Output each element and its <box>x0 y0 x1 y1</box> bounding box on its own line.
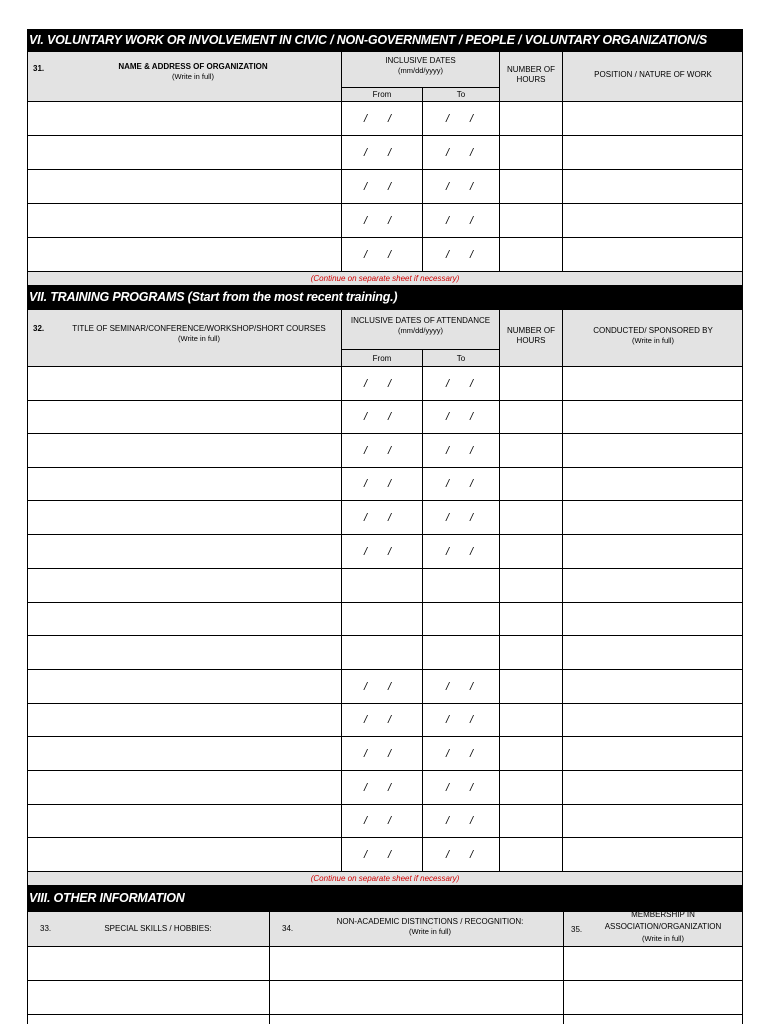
sec6-header-dates: INCLUSIVE DATES (mm/dd/yyyy) <box>341 51 499 87</box>
sec6-row-to-date-cell[interactable] <box>422 169 499 203</box>
sec6-row-to-date-cell[interactable] <box>422 135 499 169</box>
sec7-row-to-date-cell[interactable] <box>422 736 499 770</box>
date-separator: / <box>364 146 368 159</box>
sec7-row-to-date-cell[interactable] <box>422 366 499 400</box>
sec7-row-to-date-cell[interactable] <box>422 568 499 602</box>
sec7-row-hours-cell[interactable] <box>499 366 562 400</box>
date-separator: / <box>446 112 450 125</box>
sec7-row-last-cell[interactable] <box>562 837 743 871</box>
sec7-row-last-cell[interactable] <box>562 669 743 703</box>
sec7-row-name-cell[interactable] <box>27 736 341 770</box>
sec7-row-hours-cell[interactable] <box>499 736 562 770</box>
sec8-distinction-cell[interactable] <box>269 946 563 980</box>
date-separator: / <box>364 478 368 490</box>
sec7-row-hours-cell[interactable] <box>499 669 562 703</box>
sec6-row-last-cell[interactable] <box>562 237 743 271</box>
sec7-row-from-date-cell[interactable] <box>341 736 422 770</box>
date-separator: / <box>364 248 368 261</box>
sec7-row-hours-cell[interactable] <box>499 602 562 635</box>
date-separator: / <box>446 478 450 490</box>
section-6-title: VI. VOLUNTARY WORK OR INVOLVEMENT IN CIVIC / NON-GOVERNMENT / PEOPLE / VOLUNTARY ORGANIZATION/S <box>27 29 743 51</box>
sec7-row-to-date-cell[interactable] <box>422 534 499 568</box>
sec6-row-from-date-cell[interactable] <box>341 101 422 135</box>
sec6-row-last-cell[interactable] <box>562 203 743 237</box>
date-separator: / <box>446 545 450 558</box>
sec7-row-name-cell[interactable] <box>27 635 341 669</box>
sec7-row-last-cell[interactable] <box>562 635 743 669</box>
date-separator: / <box>364 444 368 457</box>
sec7-row-last-cell[interactable] <box>562 568 743 602</box>
sec7-row-name-cell[interactable] <box>27 433 341 467</box>
date-separator: / <box>470 848 474 861</box>
date-separator: / <box>364 214 368 227</box>
sec7-row-last-cell[interactable] <box>562 703 743 736</box>
sec7-row-to-date-cell[interactable] <box>422 804 499 837</box>
sec7-row-from-date-cell[interactable] <box>341 837 422 871</box>
sec6-row-to-date-cell[interactable] <box>422 203 499 237</box>
date-separator: / <box>470 478 474 490</box>
date-separator: / <box>446 848 450 861</box>
sec7-row-hours-cell[interactable] <box>499 703 562 736</box>
sec7-row-name-cell[interactable] <box>27 602 341 635</box>
sec8-skills-cell[interactable] <box>27 946 269 980</box>
date-separator: / <box>364 511 368 524</box>
sec6-continue-note: (Continue on separate sheet if necessary) <box>27 271 743 285</box>
section-8-title: VIII. OTHER INFORMATION <box>27 885 743 911</box>
sec7-row-from-date-cell[interactable] <box>341 568 422 602</box>
date-separator: / <box>388 747 392 760</box>
sec7-row-name-cell[interactable] <box>27 400 341 433</box>
date-separator: / <box>364 180 368 193</box>
sec7-row-name-cell[interactable] <box>27 837 341 871</box>
sec6-row-last-cell[interactable] <box>562 169 743 203</box>
date-separator: / <box>446 511 450 524</box>
sec7-row-name-cell[interactable] <box>27 534 341 568</box>
sec7-row-last-cell[interactable] <box>562 467 743 500</box>
sec7-header-to: To <box>422 349 499 366</box>
date-separator: / <box>470 680 474 693</box>
date-separator: / <box>388 815 392 827</box>
sec6-row-hours-cell[interactable] <box>499 135 562 169</box>
sec7-row-from-date-cell[interactable] <box>341 770 422 804</box>
date-separator: / <box>388 781 392 794</box>
date-separator: / <box>388 444 392 457</box>
sec7-row-name-cell[interactable] <box>27 467 341 500</box>
date-separator: / <box>446 815 450 827</box>
date-separator: / <box>364 680 368 693</box>
sec6-row-name-cell[interactable] <box>27 135 341 169</box>
sec7-row-hours-cell[interactable] <box>499 837 562 871</box>
date-separator: / <box>446 781 450 794</box>
sec7-row-from-date-cell[interactable] <box>341 635 422 669</box>
sec7-row-last-cell[interactable] <box>562 534 743 568</box>
sec6-header-name: 31. NAME & ADDRESS OF ORGANIZATION (Write in full) <box>27 51 341 101</box>
sec7-row-hours-cell[interactable] <box>499 467 562 500</box>
date-separator: / <box>388 214 392 227</box>
section-7-title: VII. TRAINING PROGRAMS (Start from the most recent training.) <box>27 285 743 309</box>
sec7-row-last-cell[interactable] <box>562 602 743 635</box>
date-separator: / <box>446 747 450 760</box>
sec6-row-hours-cell[interactable] <box>499 169 562 203</box>
date-separator: / <box>446 377 450 390</box>
sec6-row-to-date-cell[interactable] <box>422 101 499 135</box>
sec7-row-from-date-cell[interactable] <box>341 366 422 400</box>
sec7-row-from-date-cell[interactable] <box>341 467 422 500</box>
date-separator: / <box>388 545 392 558</box>
sec7-row-name-cell[interactable] <box>27 703 341 736</box>
sec8-header-distinctions: 34. NON-ACADEMIC DISTINCTIONS / RECOGNITION: (Write in full) <box>269 911 563 946</box>
sec7-row-last-cell[interactable] <box>562 770 743 804</box>
sec7-row-hours-cell[interactable] <box>499 534 562 568</box>
sec7-row-from-date-cell[interactable] <box>341 534 422 568</box>
sec6-row-hours-cell[interactable] <box>499 237 562 271</box>
sec7-row-hours-cell[interactable] <box>499 433 562 467</box>
sec6-row-to-date-cell[interactable] <box>422 237 499 271</box>
date-separator: / <box>364 377 368 390</box>
sec8-skills-cell[interactable] <box>27 980 269 1014</box>
sec8-membership-cell[interactable] <box>563 1014 743 1024</box>
date-separator: / <box>388 377 392 390</box>
date-separator: / <box>388 511 392 524</box>
sec7-row-hours-cell[interactable] <box>499 400 562 433</box>
sec7-row-name-cell[interactable] <box>27 366 341 400</box>
sec6-row-hours-cell[interactable] <box>499 101 562 135</box>
sec7-row-from-date-cell[interactable] <box>341 804 422 837</box>
sec8-distinction-cell[interactable] <box>269 1014 563 1024</box>
sec8-skills-cell[interactable] <box>27 1014 269 1024</box>
sec6-header-to: To <box>422 87 499 101</box>
sec7-row-to-date-cell[interactable] <box>422 500 499 534</box>
date-separator: / <box>470 214 474 227</box>
sec7-header-dates: INCLUSIVE DATES OF ATTENDANCE (mm/dd/yyyy) <box>341 309 499 349</box>
sec6-header-position: POSITION / NATURE OF WORK <box>562 51 743 101</box>
date-separator: / <box>470 377 474 390</box>
sec6-row-from-date-cell[interactable] <box>341 135 422 169</box>
sec6-row-name-cell[interactable] <box>27 203 341 237</box>
date-separator: / <box>470 411 474 423</box>
sec7-row-last-cell[interactable] <box>562 736 743 770</box>
sec7-row-name-cell[interactable] <box>27 804 341 837</box>
sec7-row-from-date-cell[interactable] <box>341 703 422 736</box>
sec6-row-name-cell[interactable] <box>27 237 341 271</box>
sec6-header-hours: NUMBER OF HOURS <box>499 51 562 101</box>
date-separator: / <box>388 411 392 423</box>
sec7-row-to-date-cell[interactable] <box>422 635 499 669</box>
sec6-row-from-date-cell[interactable] <box>341 237 422 271</box>
sec7-continue-note: (Continue on separate sheet if necessary) <box>27 871 743 885</box>
sec7-row-last-cell[interactable] <box>562 400 743 433</box>
date-separator: / <box>470 545 474 558</box>
sec7-row-to-date-cell[interactable] <box>422 467 499 500</box>
sec7-row-last-cell[interactable] <box>562 500 743 534</box>
sec6-row-name-cell[interactable] <box>27 101 341 135</box>
sec7-row-to-date-cell[interactable] <box>422 770 499 804</box>
date-separator: / <box>470 815 474 827</box>
date-separator: / <box>470 112 474 125</box>
sec7-header-hours: NUMBER OF HOURS <box>499 309 562 366</box>
date-separator: / <box>388 146 392 159</box>
sec7-row-from-date-cell[interactable] <box>341 500 422 534</box>
sec8-header-skills: 33. SPECIAL SKILLS / HOBBIES: <box>27 911 269 946</box>
date-separator: / <box>388 112 392 125</box>
sec7-row-name-cell[interactable] <box>27 669 341 703</box>
date-separator: / <box>364 411 368 423</box>
sec6-row-last-cell[interactable] <box>562 135 743 169</box>
date-separator: / <box>388 248 392 261</box>
sec7-row-to-date-cell[interactable] <box>422 669 499 703</box>
sec7-row-last-cell[interactable] <box>562 433 743 467</box>
date-separator: / <box>388 848 392 861</box>
sec6-row-from-date-cell[interactable] <box>341 169 422 203</box>
sec7-row-last-cell[interactable] <box>562 366 743 400</box>
sec7-row-from-date-cell[interactable] <box>341 602 422 635</box>
sec6-header-from: From <box>341 87 422 101</box>
sec7-row-from-date-cell[interactable] <box>341 433 422 467</box>
sec7-row-last-cell[interactable] <box>562 804 743 837</box>
date-separator: / <box>364 747 368 760</box>
date-separator: / <box>470 248 474 261</box>
date-separator: / <box>446 444 450 457</box>
sec7-row-name-cell[interactable] <box>27 500 341 534</box>
date-separator: / <box>388 680 392 693</box>
sec7-row-to-date-cell[interactable] <box>422 602 499 635</box>
sec8-membership-cell[interactable] <box>563 946 743 980</box>
date-separator: / <box>364 815 368 827</box>
date-separator: / <box>446 411 450 423</box>
date-separator: / <box>470 511 474 524</box>
sec6-row-last-cell[interactable] <box>562 101 743 135</box>
date-separator: / <box>388 714 392 726</box>
date-separator: / <box>470 180 474 193</box>
sec6-row-from-date-cell[interactable] <box>341 203 422 237</box>
sec7-header-title: 32. TITLE OF SEMINAR/CONFERENCE/WORKSHOP/SHORT COURSES (Write in full) <box>27 309 341 366</box>
sec7-row-hours-cell[interactable] <box>499 635 562 669</box>
sec6-row-name-cell[interactable] <box>27 169 341 203</box>
sec7-row-hours-cell[interactable] <box>499 770 562 804</box>
date-separator: / <box>446 214 450 227</box>
date-separator: / <box>470 146 474 159</box>
pds-form-page <box>27 23 743 1024</box>
date-separator: / <box>470 747 474 760</box>
sec8-distinction-cell[interactable] <box>269 980 563 1014</box>
date-separator: / <box>446 248 450 261</box>
date-separator: / <box>446 714 450 726</box>
date-separator: / <box>364 848 368 861</box>
sec7-row-from-date-cell[interactable] <box>341 669 422 703</box>
sec7-row-to-date-cell[interactable] <box>422 433 499 467</box>
sec7-row-from-date-cell[interactable] <box>341 400 422 433</box>
sec7-row-to-date-cell[interactable] <box>422 837 499 871</box>
sec7-row-hours-cell[interactable] <box>499 500 562 534</box>
sec7-row-to-date-cell[interactable] <box>422 400 499 433</box>
date-separator: / <box>364 781 368 794</box>
date-separator: / <box>446 180 450 193</box>
date-separator: / <box>470 444 474 457</box>
sec7-row-name-cell[interactable] <box>27 568 341 602</box>
sec8-membership-cell[interactable] <box>563 980 743 1014</box>
date-separator: / <box>364 714 368 726</box>
sec7-row-to-date-cell[interactable] <box>422 703 499 736</box>
date-separator: / <box>364 545 368 558</box>
date-separator: / <box>446 146 450 159</box>
sec7-header-from: From <box>341 349 422 366</box>
date-separator: / <box>470 781 474 794</box>
sec6-row-hours-cell[interactable] <box>499 203 562 237</box>
sec7-row-name-cell[interactable] <box>27 770 341 804</box>
sec8-header-membership: 35. MEMBERSHIP IN ASSOCIATION/ORGANIZATION (Write in full) <box>563 911 743 946</box>
date-separator: / <box>470 714 474 726</box>
date-separator: / <box>388 478 392 490</box>
sec7-header-conducted: CONDUCTED/ SPONSORED BY (Write in full) <box>562 309 743 366</box>
sec7-row-hours-cell[interactable] <box>499 804 562 837</box>
date-separator: / <box>364 112 368 125</box>
date-separator: / <box>388 180 392 193</box>
date-separator: / <box>446 680 450 693</box>
sec7-row-hours-cell[interactable] <box>499 568 562 602</box>
